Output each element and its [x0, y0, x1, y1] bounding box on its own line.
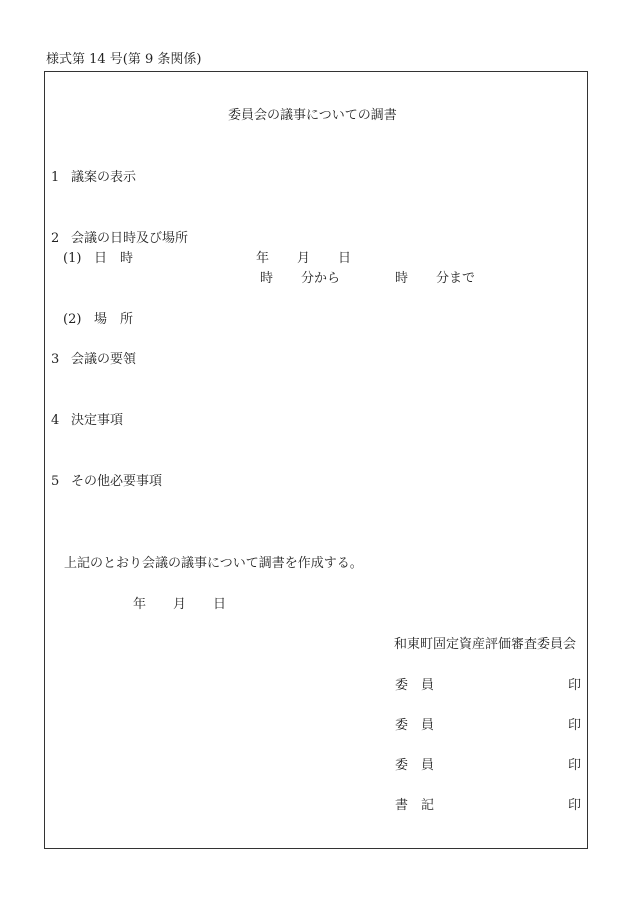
seal-mark: 印 [568, 758, 582, 773]
item-2-1-label: 日 時 [94, 251, 134, 266]
item-4-number: 4 [51, 413, 60, 428]
sign-date-month: 月 [173, 597, 187, 612]
item-2-1-number: (1) [63, 251, 82, 266]
signatory-role: 委 員 [395, 758, 435, 773]
meeting-date-day: 日 [338, 251, 352, 266]
sign-date-day: 日 [213, 597, 227, 612]
meeting-start-hour: 時 [260, 271, 274, 286]
item-2-label: 会議の日時及び場所 [71, 231, 189, 246]
item-2-2-number: (2) [63, 312, 82, 327]
meeting-start-minute: 分から [301, 271, 341, 286]
item-3-number: 3 [51, 352, 60, 367]
seal-mark: 印 [568, 718, 582, 733]
form-frame [44, 71, 588, 849]
signatory-role: 書 記 [395, 798, 435, 813]
meeting-end-minute: 分まで [436, 271, 476, 286]
meeting-date-month: 月 [297, 251, 311, 266]
form-number-label: 様式第 14 号(第 9 条関係) [46, 52, 202, 67]
item-2-2-label: 場 所 [94, 312, 134, 327]
statement-text: 上記のとおり会議の議事について調書を作成する。 [64, 556, 363, 571]
meeting-end-hour: 時 [395, 271, 409, 286]
item-5-label: その他必要事項 [71, 474, 163, 489]
item-1-label: 議案の表示 [71, 170, 137, 185]
item-1-number: 1 [51, 170, 60, 185]
item-5-number: 5 [51, 474, 60, 489]
signatory-role: 委 員 [395, 678, 435, 693]
seal-mark: 印 [568, 678, 582, 693]
sign-date-year: 年 [133, 597, 147, 612]
item-3-label: 会議の要領 [71, 352, 137, 367]
form-title: 委員会の議事についての調書 [228, 108, 397, 123]
meeting-date-year: 年 [256, 251, 270, 266]
signatory-role: 委 員 [395, 718, 435, 733]
item-4-label: 決定事項 [71, 413, 124, 428]
committee-name: 和東町固定資産評価審査委員会 [394, 637, 577, 652]
seal-mark: 印 [568, 798, 582, 813]
item-2-number: 2 [51, 231, 60, 246]
